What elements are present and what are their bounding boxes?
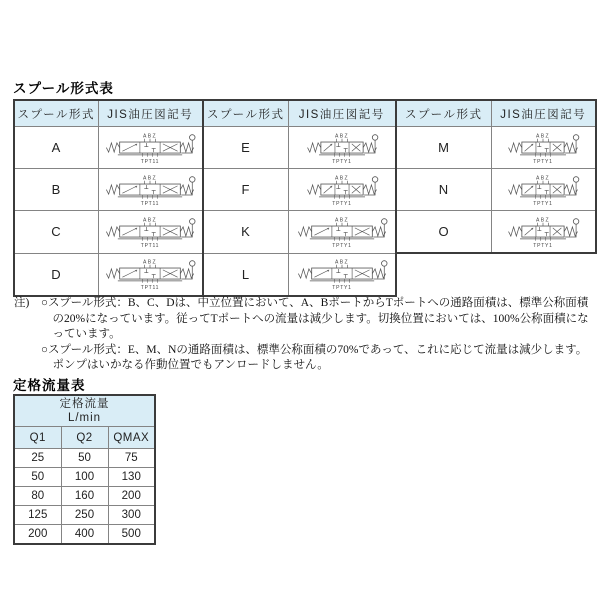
spool-col-header: スプール形式 <box>14 100 98 127</box>
spool-col-header: スプール形式 <box>203 100 288 127</box>
flow-value-cell: 250 <box>61 506 108 525</box>
table-row <box>14 468 155 487</box>
valve-body <box>522 226 564 237</box>
valve-symbol <box>102 215 198 249</box>
flow-value-cell: 300 <box>108 506 155 525</box>
spool-table-header <box>14 100 596 127</box>
spool-table-title: スプール形式表 <box>13 81 114 96</box>
valve-port-bottom-label: TPT11 <box>141 200 160 207</box>
flow-value-cell: 25 <box>14 449 61 468</box>
flow-arrow <box>314 270 329 277</box>
flow-table-header <box>14 395 155 449</box>
rated-flow-table <box>13 394 156 545</box>
valve-body <box>311 268 372 279</box>
valve-port-bottom-label: TPTY1 <box>332 158 352 165</box>
lever-link <box>565 224 576 237</box>
spool-letter-cell: L <box>203 253 288 296</box>
lever-knob-icon <box>190 176 196 182</box>
spring-icon <box>107 142 120 151</box>
flow-value-cell: 50 <box>14 468 61 487</box>
valve-port-top-label: ABZ <box>143 259 158 266</box>
valve-port-bottom-label: TPT11 <box>141 242 160 249</box>
note-item: ○スプール形式：E、M、Nの通路面積は、標準公称面積の70%であって、これに応じて流量は減少します。ポンプはいかなる作動位置でもアンロードしません。 <box>41 343 588 371</box>
lever-knob-icon <box>574 218 580 224</box>
valve-symbol-cell <box>288 253 396 296</box>
spring-icon <box>509 226 522 235</box>
flow-value-cell: 50 <box>61 449 108 468</box>
spool-letter-cell: C <box>14 211 98 254</box>
spring-icon <box>181 269 194 278</box>
valve-symbol-cell <box>491 127 596 169</box>
flow-value-cell: 200 <box>108 487 155 506</box>
valve-port-bottom-label: TPTY1 <box>332 242 352 249</box>
flow-arrow <box>123 228 138 235</box>
valve-symbol <box>495 173 591 207</box>
valve-body <box>120 268 181 279</box>
valve-port-bottom-label: TPTY1 <box>533 200 553 207</box>
spring-icon <box>363 142 376 151</box>
table-row <box>14 487 155 506</box>
spool-letter-cell: M <box>396 127 491 169</box>
valve-symbol-cell <box>491 169 596 211</box>
valve-body <box>120 142 181 153</box>
valve-symbol-cell <box>491 211 596 254</box>
note-prefix: 注) <box>14 297 30 309</box>
valve-port-top-label: ABZ <box>143 174 158 181</box>
lever-knob-icon <box>574 176 580 182</box>
spool-letter-cell: F <box>203 169 288 211</box>
valve-port-top-label: ABZ <box>536 132 551 139</box>
blank-cell <box>491 253 596 296</box>
spool-letter-cell: N <box>396 169 491 211</box>
flow-table-body <box>14 449 155 545</box>
table-row <box>14 525 155 545</box>
flow-header-cell <box>14 395 155 427</box>
table-row <box>14 169 596 211</box>
spring-icon <box>564 226 577 235</box>
lever-link <box>565 182 576 195</box>
spring-icon <box>372 227 385 236</box>
lever-knob-icon <box>190 261 196 267</box>
symbol-col-header: JIS油圧図記号 <box>98 100 203 127</box>
valve-symbol <box>102 173 198 207</box>
valve-port-top-label: ABZ <box>334 174 349 181</box>
spring-icon <box>363 184 376 193</box>
valve-port-top-label: ABZ <box>143 217 158 224</box>
valve-port-bottom-label: TPT11 <box>141 158 160 165</box>
valve-symbol <box>294 131 390 165</box>
flow-col-header: Q1 <box>14 427 61 449</box>
valve-symbol-cell <box>98 127 203 169</box>
lever-link <box>364 182 375 195</box>
spool-letter-cell: A <box>14 127 98 169</box>
valve-port-top-label: ABZ <box>334 132 349 139</box>
lever-knob-icon <box>381 218 387 224</box>
spring-icon <box>298 227 311 236</box>
spring-icon <box>509 142 522 151</box>
spool-letter-cell: E <box>203 127 288 169</box>
valve-port-top-label: ABZ <box>536 216 551 223</box>
flow-value-cell: 400 <box>61 525 108 545</box>
spring-icon <box>181 142 194 151</box>
flow-columns-row <box>14 427 155 449</box>
lever-link <box>364 140 375 153</box>
valve-symbol <box>102 257 198 291</box>
flow-value-cell: 75 <box>108 449 155 468</box>
valve-port-top-label: ABZ <box>334 217 349 224</box>
spool-col-header: スプール形式 <box>396 100 491 127</box>
symbol-col-header: JIS油圧図記号 <box>491 100 596 127</box>
spring-icon <box>107 227 120 236</box>
valve-port-top-label: ABZ <box>143 132 158 139</box>
valve-symbol-cell <box>98 211 203 254</box>
valve-body <box>522 142 564 153</box>
lever-link <box>373 224 384 237</box>
spring-icon <box>307 142 320 151</box>
valve-port-top-label: ABZ <box>334 259 349 266</box>
flow-header-title: 定格流量 <box>59 398 110 410</box>
flow-col-header: Q2 <box>61 427 108 449</box>
flow-col-header: QMAX <box>108 427 155 449</box>
lever-knob-icon <box>574 134 580 140</box>
spring-icon <box>298 269 311 278</box>
flow-value-cell: 100 <box>61 468 108 487</box>
header-row <box>14 100 596 127</box>
lever-knob-icon <box>190 134 196 140</box>
valve-symbol <box>294 257 390 291</box>
table-row <box>14 506 155 525</box>
blank-cell <box>396 253 491 296</box>
valve-symbol-cell <box>288 169 396 211</box>
spool-letter-cell: O <box>396 211 491 254</box>
lever-knob-icon <box>372 176 378 182</box>
spool-type-table <box>13 99 597 297</box>
table-row <box>14 253 596 296</box>
spool-letter-cell: B <box>14 169 98 211</box>
spring-icon <box>107 269 120 278</box>
flow-unit-label: L/min <box>67 412 102 424</box>
table-row <box>14 127 596 169</box>
flow-table-title: 定格流量表 <box>13 378 86 393</box>
valve-body <box>311 226 372 237</box>
valve-body <box>120 226 181 237</box>
spool-letter-cell: D <box>14 253 98 296</box>
flow-arrow <box>123 185 138 192</box>
valve-symbol <box>495 215 591 249</box>
table-row <box>14 211 596 254</box>
valve-port-bottom-label: TPTY1 <box>332 200 352 207</box>
valve-port-bottom-label: TPT11 <box>141 284 160 291</box>
spring-icon <box>307 184 320 193</box>
valve-symbol <box>294 173 390 207</box>
spring-icon <box>564 184 577 193</box>
spring-icon <box>181 227 194 236</box>
lever-link <box>181 182 192 195</box>
flow-value-cell: 200 <box>14 525 61 545</box>
lever-link <box>565 140 576 153</box>
valve-port-bottom-label: TPTY1 <box>332 284 352 291</box>
valve-body <box>321 184 363 195</box>
note-item: ○スプール形式：B、C、Dは、中立位置において、A、BポートからTポートへの通路面積は、標準公称面積の20%になっています。従ってTポートへの流量は減少します。切換位置においては、100%公称面積になっています。 <box>41 297 589 340</box>
notes-block <box>14 296 589 374</box>
spool-table-body <box>14 127 596 296</box>
valve-symbol-cell <box>98 169 203 211</box>
flow-arrow <box>123 143 138 150</box>
valve-symbol <box>102 131 198 165</box>
spool-letter-cell: K <box>203 211 288 254</box>
lever-link <box>181 140 192 153</box>
valve-symbol-cell <box>288 127 396 169</box>
table-row <box>14 449 155 468</box>
flow-value-cell: 125 <box>14 506 61 525</box>
spring-icon <box>107 184 120 193</box>
lever-link <box>373 266 384 279</box>
lever-knob-icon <box>190 218 196 224</box>
valve-symbol-cell <box>98 253 203 296</box>
spring-icon <box>564 142 577 151</box>
spring-icon <box>181 184 194 193</box>
lever-knob-icon <box>381 261 387 267</box>
valve-body <box>120 184 181 195</box>
valve-symbol <box>294 215 390 249</box>
valve-symbol-cell <box>288 211 396 254</box>
lever-link <box>181 266 192 279</box>
valve-body <box>321 142 363 153</box>
valve-port-top-label: ABZ <box>536 174 551 181</box>
valve-port-bottom-label: TPTY1 <box>533 158 553 165</box>
flow-arrow <box>314 228 329 235</box>
valve-port-bottom-label: TPTY1 <box>533 242 553 249</box>
flow-arrow <box>123 270 138 277</box>
valve-body <box>522 184 564 195</box>
flow-merged-header-row <box>14 395 155 427</box>
lever-knob-icon <box>372 134 378 140</box>
valve-symbol <box>495 131 591 165</box>
spring-icon <box>372 269 385 278</box>
flow-value-cell: 80 <box>14 487 61 506</box>
symbol-col-header: JIS油圧図記号 <box>288 100 396 127</box>
flow-value-cell: 130 <box>108 468 155 487</box>
lever-link <box>181 224 192 237</box>
flow-value-cell: 160 <box>61 487 108 506</box>
flow-value-cell: 500 <box>108 525 155 545</box>
note-items <box>41 296 589 374</box>
spring-icon <box>509 184 522 193</box>
